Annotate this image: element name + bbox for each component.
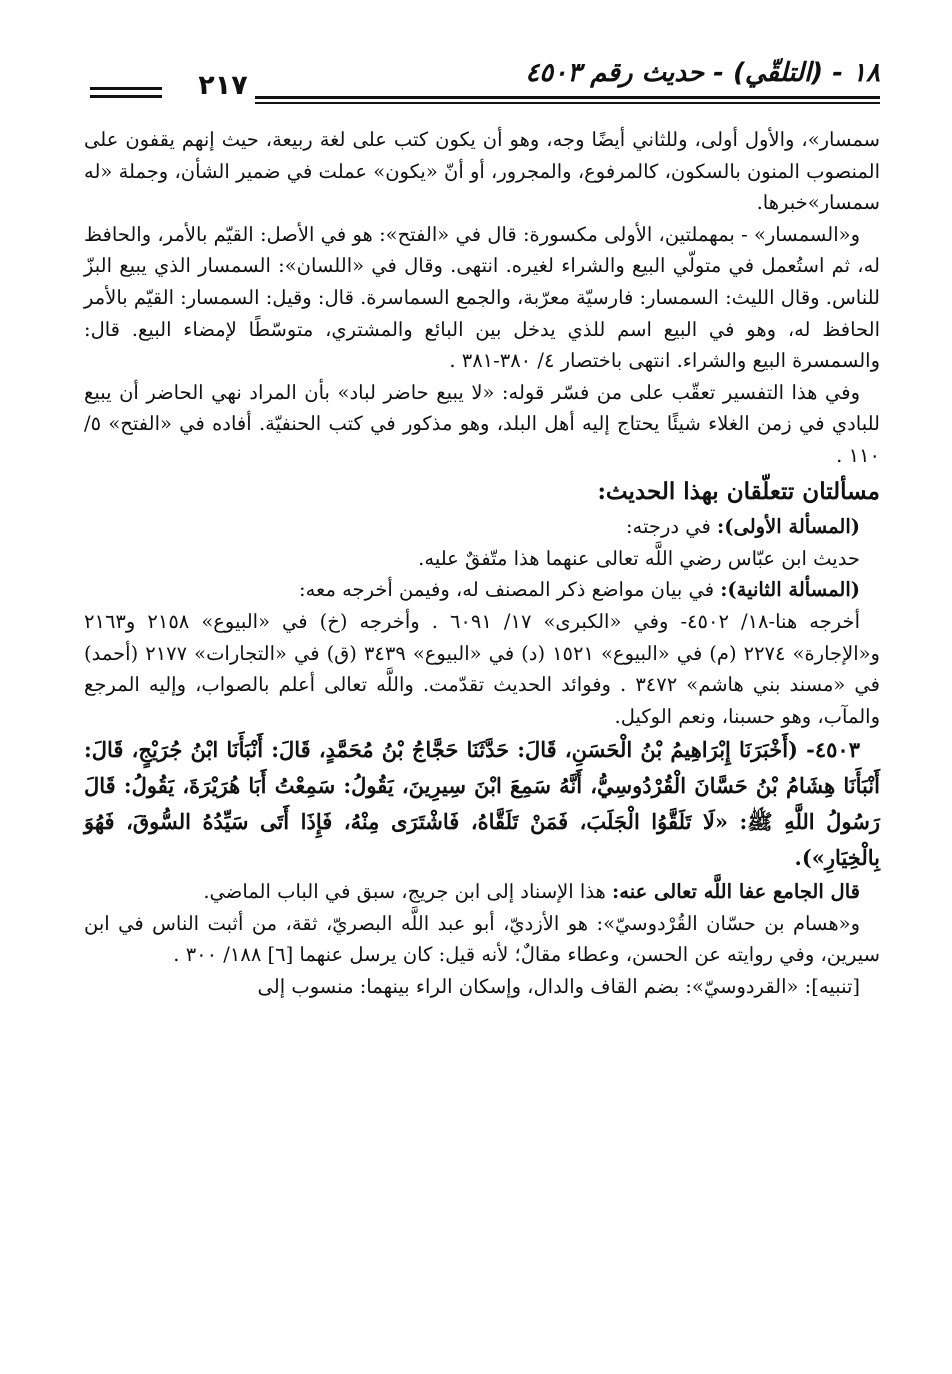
commentary-text: هذا الإسناد إلى ابن جريج، سبق في الباب الماضي. bbox=[203, 880, 613, 904]
commentary-label: قال الجامع عفا اللَّه تعالى عنه: bbox=[612, 880, 860, 904]
paragraph: [تنبيه]: «القردوسيّ»: بضم القاف والدال، وإسكان الراء بينهما: منسوب إلى bbox=[257, 975, 860, 999]
paragraph: سمسار»، والأول أولى، وللثاني أيضًا وجه، وهو أن يكون كتب على لغة ربيعة، حيث إنهم يقفون على المنصوب المنون بالسكون، كالمرفوع، والمجرور، أو أنّ «يكون» عملت في ضمير الشأن، وجملة «له سمسار»خبرها. bbox=[84, 128, 880, 215]
question-label: (المسألة الأولى): bbox=[717, 515, 860, 539]
question-text: في بيان مواضع ذكر المصنف له، وفيمن أخرجه معه: bbox=[299, 578, 721, 602]
hadith-text: ٤٥٠٣- (أَخْبَرَنَا إِبْرَاهِيمُ بْنُ الْحَسَنِ، قَالَ: حَدَّثَنَا حَجَّاجُ بْنُ مُحَمَّدٍ، قَالَ: أَنْبَأَنَا ابْنُ جُرَيْجٍ، قَالَ: أَنْبَأَنَا هِشَامُ بْنُ حَسَّانَ الْقُرْدُوسِيُّ، أَنَّهُ سَمِعَ ابْنَ سِيرِينَ، يَقُولُ: سَمِعْتُ أَبَا هُرَيْرَةَ، يَقُولُ: قَالَ رَسُولُ اللَّهِ ﷺ: «لَا تَلَقَّوُا الْجَلَبَ، فَمَنْ تَلَقَّاهُ، فَاشْتَرَى مِنْهُ، فَإِذَا أَتَى سَيِّدُهُ السُّوقَ، فَهُوَ بِالْخِيَارِ»). bbox=[84, 737, 880, 871]
running-title: ١٨ - (التلقّي) - حديث رقم ٤٥٠٣ bbox=[525, 58, 880, 88]
question-one bbox=[84, 511, 880, 543]
header-rule bbox=[90, 87, 162, 90]
section-heading: مسألتان تتعلّقان بهذا الحديث: bbox=[597, 477, 880, 505]
page-header bbox=[90, 50, 880, 102]
commentary bbox=[84, 876, 880, 908]
paragraph: وفي هذا التفسير تعقّب على من فسّر قوله: «لا يبيع حاضر لباد» بأن المراد نهي الحاضر أن يبيع للبادي في زمن الغلاء شيئًا يحتاج إليه أهل البلد، وهو مذكور في كتب الحنفيّة. أفاده في «الفتح» ٥/ ١١٠ . bbox=[84, 380, 880, 467]
header-rule bbox=[90, 95, 162, 98]
header-rule bbox=[255, 96, 880, 99]
header-rule bbox=[255, 102, 880, 104]
paragraph: حديث ابن عبّاس رضي اللَّه تعالى عنهما هذا متّفقٌ عليه. bbox=[418, 546, 860, 570]
question-label: (المسألة الثانية): bbox=[720, 578, 860, 602]
paragraph: أخرجه هنا-١٨/ ٤٥٠٢- وفي «الكبرى» ١٧/ ٦٠٩١ . وأخرجه (خ) في «البيوع» ٢١٥٨ و٢١٦٣ و«الإجارة» ٢٢٧٤ (م) في «البيوع» ١٥٢١ (د) في «البيوع» ٣٤٣٩ (ق) في «التجارات» ٢١٧٧ (أحمد) في «مسند بني هاشم» ٣٤٧٢ . وفوائد الحديث تقدّمت. واللَّه تعالى أعلم بالصواب، وإليه المرجع والمآب، وهو حسبنا، ونعم الوكيل. bbox=[84, 609, 880, 728]
page-number: ٢١٧ bbox=[198, 70, 248, 101]
paragraph: و«هسام بن حسّان القُرْدوسيّ»: هو الأزديّ، أبو عبد اللَّه البصريّ، ثقة، من أثبت الناس في ابن سيرين، وفي روايته عن الحسن، وعطاء مقالٌ؛ لأنه قيل: كان يرسل عنهما [٦] ١٨٨/ ٣٠٠ . bbox=[84, 911, 880, 967]
page-body bbox=[84, 124, 880, 1003]
paragraph: و«السمسار» - بمهملتين، الأولى مكسورة: قال في «الفتح»: هو في الأصل: القيّم بالأمر، والحافظ له، ثم استُعمل في متولّي البيع والشراء لغيره. انتهى. وقال في «اللسان»: السمسار الذي يبيع البزّ للناس. وقال الليث: السمسار: فارسيّة معرّبة، والجمع السماسرة. قال: وقيل: السمسار: القيّم بالأمر الحافظ له، وهو في البيع اسم للذي يدخل بين البائع والمشتري، متوسّطًا لإمضاء البيع. قال: والسمسرة البيع والشراء. انتهى باختصار ٤/ ٣٨٠-٣٨١ . bbox=[84, 222, 880, 373]
question-text: في درجته: bbox=[625, 515, 718, 539]
question-two bbox=[84, 574, 880, 606]
